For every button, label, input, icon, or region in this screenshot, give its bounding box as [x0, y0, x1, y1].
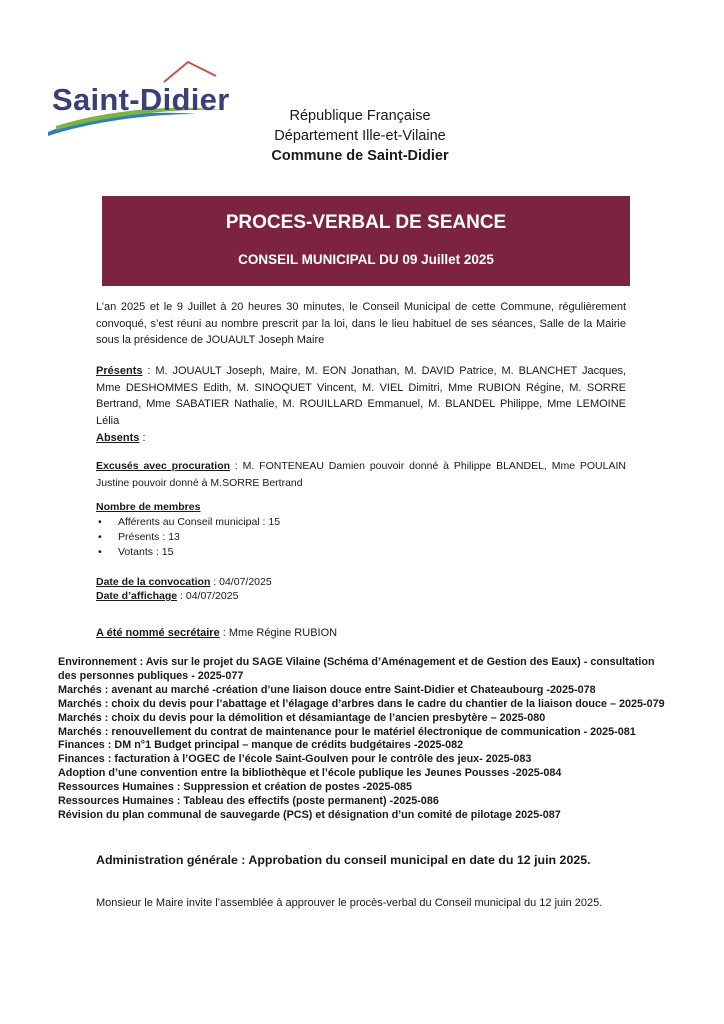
agenda-item: Marchés : renouvellement du contrat de maintenance pour le matériel électronique de communication - 2025-081 — [58, 725, 636, 738]
banner-subtitle: CONSEIL MUNICIPAL DU 09 Juillet 2025 — [238, 252, 494, 267]
membres-section — [96, 500, 496, 560]
presents-label: Présents — [96, 365, 143, 377]
list-item: • Présents : 13 — [96, 530, 496, 545]
date-affichage-value: : 04/07/2025 — [177, 590, 239, 602]
intro-paragraph: L’an 2025 et le 9 Juillet à 20 heures 30 minutes, le Conseil Municipal de cette Commune, régulièrement convoqué, s’est réuni au nombre prescrit par la loi, dans le lieu habituel de ses séances, Salle de la Mairie sous la présidence de JOUAULT Joseph Maire — [96, 301, 626, 346]
membres-title: Nombre de membres — [96, 501, 201, 513]
banner-title: PROCES-VERBAL DE SEANCE — [225, 212, 507, 233]
agenda-item: Adoption d’une convention entre la bibliothèque et l’école publique les Jeunes Pousses -2025-084 — [58, 767, 562, 780]
date-convocation-value: : 04/07/2025 — [210, 576, 272, 588]
agenda-item: Finances : facturation à l’OGEC de l’école Saint-Goulven pour le contrôle des jeux- 2025-083 — [58, 753, 532, 766]
absents-text: : — [139, 432, 146, 444]
agenda-item: Ressources Humaines : Tableau des effectifs (poste permanent) -2025-086 — [58, 795, 439, 808]
header-line-republique: République Française — [289, 108, 431, 124]
presents-paragraph — [96, 363, 626, 429]
agenda-item: Ressources Humaines : Suppression et création de postes -2025-085 — [58, 781, 413, 794]
agenda-item: Révision du plan communal de sauvegarde (PCS) et désignation d’un comité de pilotage 2025-087 — [58, 808, 561, 821]
header-block — [240, 106, 480, 166]
date-affichage — [96, 589, 272, 603]
header-line-commune: Commune de Saint-Didier — [271, 148, 449, 164]
admin-heading: Administration générale : Approbation du conseil municipal en date du 12 juin 2025. — [96, 853, 591, 867]
agenda-item: Environnement : Avis sur le projet du SAGE Vilaine (Schéma d’Aménagement et de Gestion des Eaux) - consultation des personnes publiques - 2025-077 — [58, 656, 655, 682]
membres-list — [96, 515, 496, 560]
title-banner — [102, 196, 630, 286]
date-convocation-label: Date de la convocation — [96, 576, 211, 588]
agenda-item: Marchés : choix du devis pour l’abattage et l’élagage d’arbres dans le cadre du chantier de la liaison douce – 2025-079 — [58, 697, 665, 710]
absents-label: Absents — [96, 432, 140, 444]
secretaire-line — [96, 627, 337, 639]
presents-text: : M. JOUAULT Joseph, Maire, M. EON Jonathan, M. DAVID Patrice, M. BLANCHET Jacques, Mme DESHOMMES Edith, M. SINOQUET Vincent, M. VIEL Dimitri, Mme RUBION Régine, M. SORRE Bertrand, Mme SABATIER Nathalie, M. ROUILLARD Emmanuel, M. BLANDEL Philippe, Mme LEMOINE Lélia — [96, 365, 626, 427]
absents-paragraph — [96, 430, 626, 447]
secretaire-value: : Mme Régine RUBION — [219, 627, 338, 639]
list-item: • Afférents au Conseil municipal : 15 — [96, 515, 496, 530]
agenda-list — [58, 656, 668, 823]
date-convocation — [96, 575, 272, 589]
agenda-item: Marchés : choix du devis pour la démolition et désamiantage de l’ancien presbytère – 2025-080 — [58, 711, 546, 724]
date-affichage-label: Date d’affichage — [96, 590, 178, 602]
secretaire-label: A été nommé secrétaire — [96, 627, 220, 639]
excuses-paragraph — [96, 458, 626, 491]
final-paragraph: Monsieur le Maire invite l’assemblée à approuver le procès-verbal du Conseil municipal du 12 juin 2025. — [96, 897, 603, 909]
agenda-item: Finances : DM n°1 Budget principal – manque de crédits budgétaires -2025-082 — [58, 739, 464, 752]
list-item: • Votants : 15 — [96, 545, 496, 560]
excuses-text: : M. FONTENEAU Damien pouvoir donné à Philippe BLANDEL, Mme POULAIN Justine pouvoir donné à M.SORRE Bertrand — [96, 460, 626, 489]
excuses-label: Excusés avec procuration — [96, 460, 231, 472]
agenda-item: Marchés : avenant au marché -création d’une liaison douce entre Saint-Didier et Chateaubourg -2025-078 — [58, 683, 596, 696]
saint-didier-logo — [46, 58, 246, 140]
header-line-departement: Département Ille-et-Vilaine — [274, 128, 446, 144]
dates-section — [96, 575, 272, 603]
logo-text: Saint-Didier — [52, 82, 230, 117]
